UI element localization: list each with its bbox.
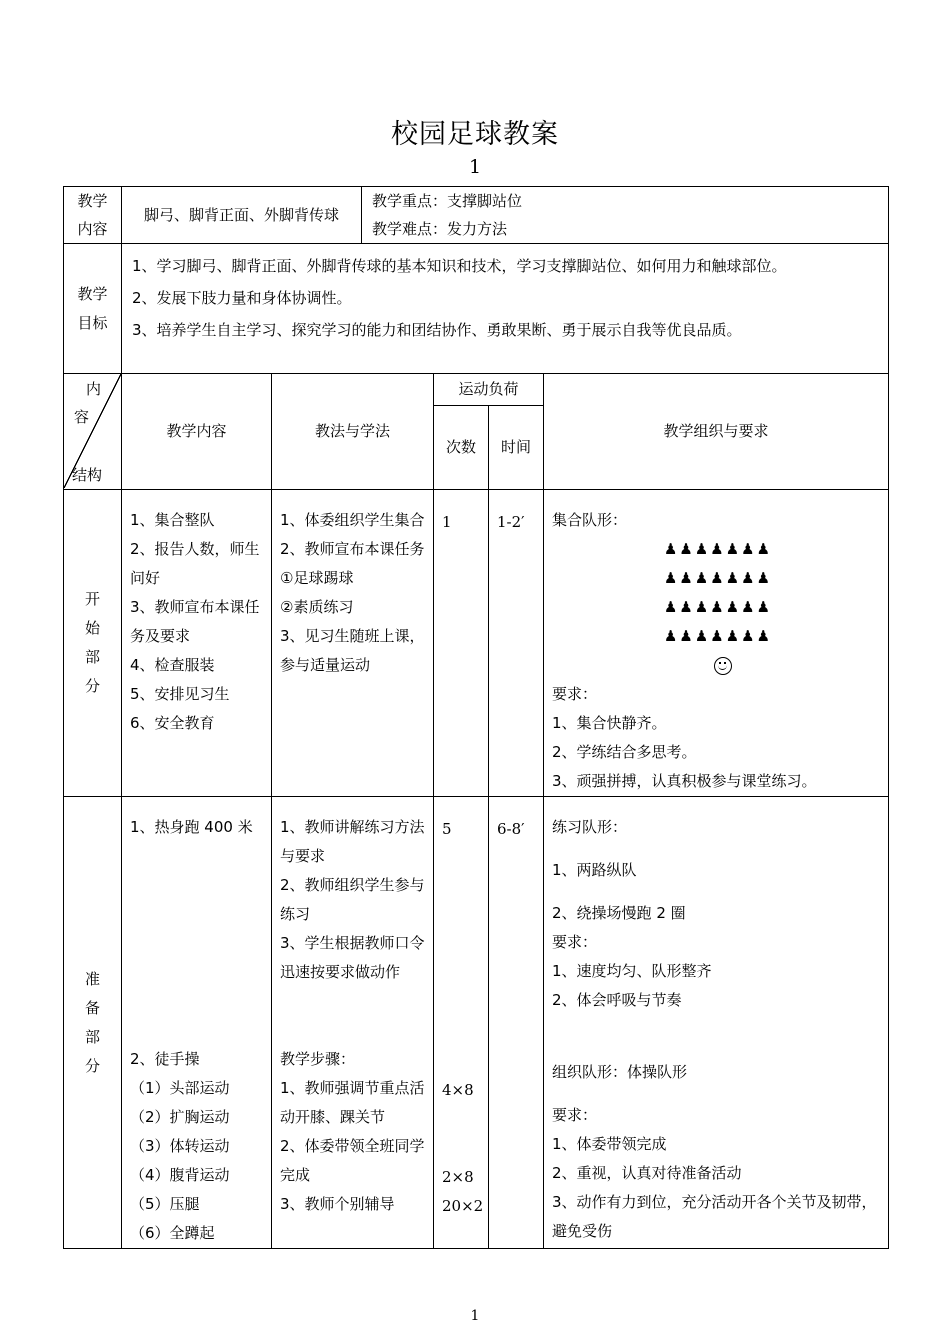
start-content-2: 2、报告人数，师生问好	[130, 540, 260, 587]
start-time-cell	[489, 490, 544, 797]
formation-row-2: ♟♟♟♟♟♟♟	[663, 569, 773, 587]
prep-org-a4: 1、速度均匀、队形整齐	[552, 962, 712, 980]
col-time-header: 时间	[489, 406, 544, 490]
prep-exercise-2: （2）扩胸运动	[130, 1108, 230, 1126]
formation-row-4: ♟♟♟♟♟♟♟	[663, 627, 773, 645]
prep-exercise-6: （6）全蹲起	[130, 1224, 215, 1242]
goal-item-2: 2、发展下肢力量和身体协调性。	[132, 289, 352, 307]
prep-count-cell	[434, 797, 489, 1249]
key-point: 教学重点：支撑脚站位	[372, 192, 523, 210]
start-method-5: 3、见习生随班上课，参与适量运动	[280, 627, 425, 674]
content-label: 教学内容	[77, 192, 108, 238]
prep-org-b3: 2、重视，认真对待准备活动	[552, 1164, 742, 1182]
prep-method-b3: 3、教师个别辅导	[280, 1195, 395, 1213]
prep-method-a1: 1、教师讲解练习方法与要求	[280, 818, 425, 865]
prep-method-a2: 2、教师组织学生参与练习	[280, 876, 425, 923]
prep-count-b: 4×8	[442, 1081, 474, 1099]
prep-exercise-3: （3）体转运动	[130, 1137, 230, 1155]
prep-content-b: 2、徒手操	[130, 1050, 200, 1068]
prep-exercise-5: （5）压腿	[130, 1195, 200, 1213]
prep-time-a: 6-8′	[497, 820, 525, 838]
start-method-4: ②素质练习	[280, 598, 354, 616]
content-value: 脚弓、脚背正面、外脚背传球	[143, 206, 339, 224]
prep-count-c: 2×8	[442, 1168, 474, 1186]
diag-mid-label: 容	[74, 408, 90, 426]
prep-content-cell	[122, 797, 272, 1249]
difficulty: 教学难点：发力方法	[372, 220, 508, 238]
prep-count-d: 20×2	[442, 1197, 484, 1215]
start-content-6: 6、安全教育	[130, 714, 215, 732]
prep-method-b1: 1、教师强调节重点活动开膝、踝关节	[280, 1079, 425, 1126]
prep-count-a: 5	[442, 820, 452, 838]
prep-org-b2: 1、体委带领完成	[552, 1135, 667, 1153]
diag-bottom-label: 结构	[72, 466, 103, 484]
goals-label: 教学目标	[77, 284, 108, 332]
prep-method-b0: 教学步骤：	[280, 1050, 356, 1068]
lesson-plan-table	[63, 373, 889, 1249]
prep-content-a: 1、热身跑 400 米	[130, 818, 253, 836]
diagonal-header-cell	[64, 374, 122, 490]
start-req-2: 2、学练结合多思考。	[552, 743, 697, 761]
start-org-cell	[544, 490, 889, 797]
prep-method-cell	[272, 797, 434, 1249]
goals-label-cell	[64, 244, 122, 374]
start-content-4: 4、检查服装	[130, 656, 215, 674]
start-req-1: 1、集合快静齐。	[552, 714, 667, 732]
prep-org-a1: 1、两路纵队	[552, 861, 637, 879]
formation-row-3: ♟♟♟♟♟♟♟	[663, 598, 773, 616]
col-content-header: 教学内容	[122, 374, 272, 490]
start-org-title: 集合队形：	[552, 511, 628, 529]
start-content-5: 5、安排见习生	[130, 685, 230, 703]
start-method-3: ①足球踢球	[280, 569, 354, 587]
lesson-number: 1	[468, 156, 482, 178]
prep-org-b1: 要求：	[552, 1106, 598, 1124]
teacher-position	[552, 651, 884, 680]
section-prep-label: 准备部分	[84, 969, 100, 1075]
formation-row-1: ♟♟♟♟♟♟♟	[663, 540, 773, 558]
prep-org-cell	[544, 797, 889, 1249]
content-value-cell	[122, 187, 362, 244]
start-content-1: 1、集合整队	[130, 511, 215, 529]
goal-item-1: 1、学习脚弓、脚背正面、外脚背传球的基本知识和技术，学习支撑脚站位、如何用力和触球部位。	[132, 257, 787, 275]
section-start-label-cell	[64, 490, 122, 797]
prep-exercise-4: （4）腹背运动	[130, 1166, 230, 1184]
start-req-title: 要求：	[552, 685, 598, 703]
prep-time-cell	[489, 797, 544, 1249]
diag-top-label: 内	[86, 380, 102, 398]
content-label-cell	[64, 187, 122, 244]
section-prep-label-cell	[64, 797, 122, 1249]
start-content-cell	[122, 490, 272, 797]
prep-org-a0: 练习队形：	[552, 818, 628, 836]
col-method-header: 教法与学法	[272, 374, 434, 490]
prep-org-a2: 2、绕操场慢跑 2 圈	[552, 904, 686, 922]
start-method-cell	[272, 490, 434, 797]
prep-method-a3: 3、学生根据教师口令迅速按要求做动作	[280, 934, 425, 981]
teacher-face-icon	[714, 657, 732, 675]
start-count-cell	[434, 490, 489, 797]
start-method-2: 2、教师宣布本课任务	[280, 540, 425, 558]
prep-org-b4: 3、动作有力到位，充分活动开各个关节及韧带，避免受伤	[552, 1193, 877, 1240]
start-content-3: 3、教师宣布本课任务及要求	[130, 598, 260, 645]
prep-org-b0: 组织队形：体操队形	[552, 1063, 688, 1081]
start-count: 1	[442, 513, 452, 531]
page-number: 1	[470, 1308, 480, 1324]
col-org-header: 教学组织与要求	[544, 374, 889, 490]
section-start-label: 开始部分	[84, 590, 100, 695]
col-count-header: 次数	[434, 406, 489, 490]
prep-org-a3: 要求：	[552, 933, 598, 951]
start-time: 1-2′	[497, 513, 525, 531]
start-req-3: 3、顽强拼搏，认真积极参与课堂练习。	[552, 772, 817, 790]
prep-method-b2: 2、体委带领全班同学完成	[280, 1137, 425, 1184]
lesson-header-table	[63, 186, 889, 374]
prep-org-a5: 2、体会呼吸与节奏	[552, 991, 682, 1009]
start-method-1: 1、体委组织学生集合	[280, 511, 425, 529]
col-load-header: 运动负荷	[434, 374, 544, 406]
goals-cell	[122, 244, 889, 374]
prep-exercise-1: （1）头部运动	[130, 1079, 230, 1097]
key-points-cell	[362, 187, 889, 244]
goal-item-3: 3、培养学生自主学习、探究学习的能力和团结协作、勇敢果断、勇于展示自我等优良品质。	[132, 321, 742, 339]
document-title: 校园足球教案	[391, 119, 559, 150]
